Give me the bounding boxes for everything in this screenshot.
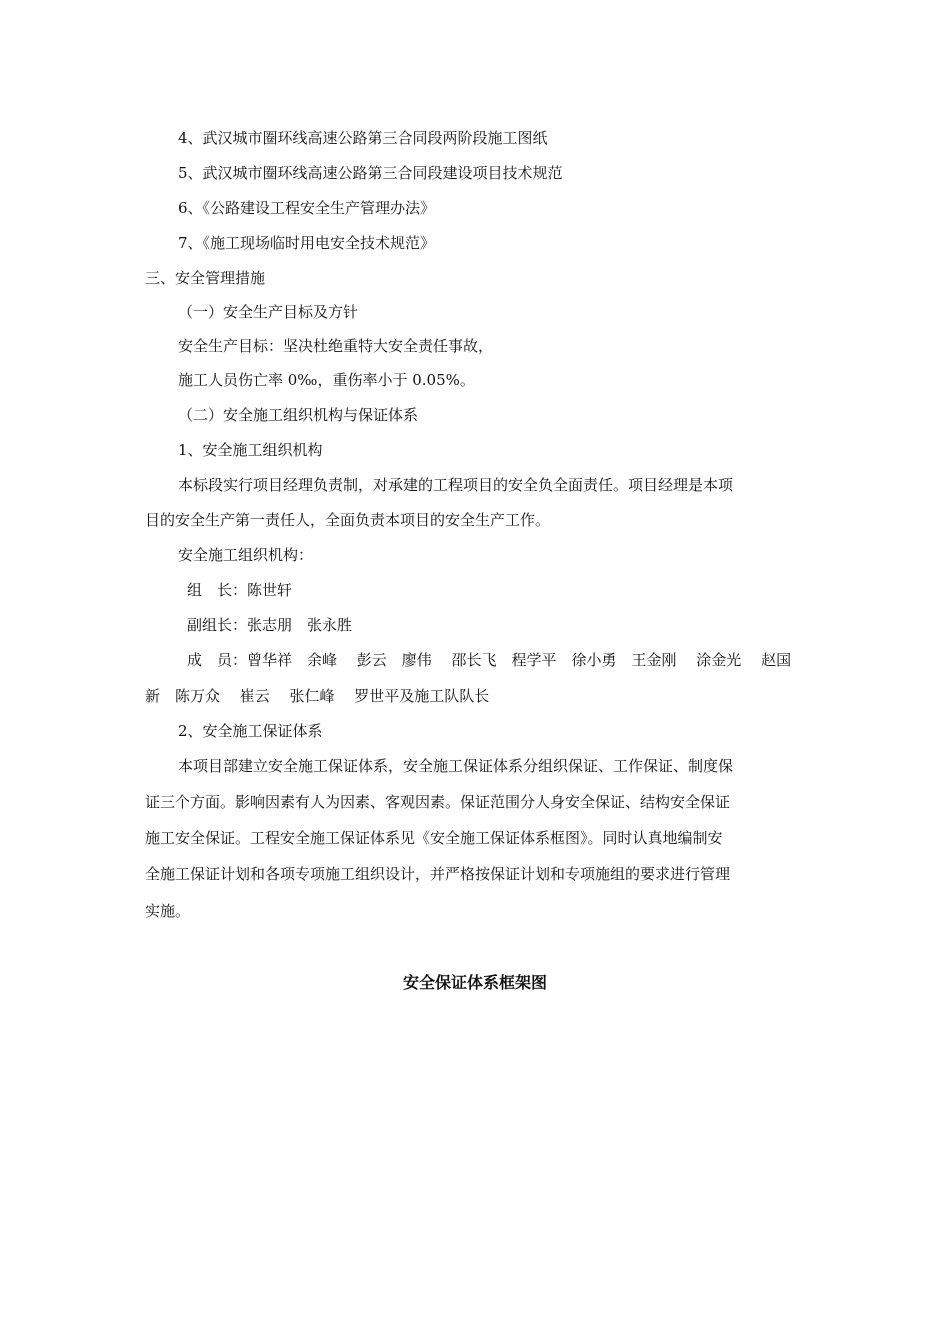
paragraph-line: 全施工保证计划和各项专项施工组织设计，并严格按保证计划和专项施组的要求进行管理	[145, 865, 731, 883]
paragraph-line: 施工安全保证。工程安全施工保证体系见《安全施工保证体系框图》。同时认真地编制安	[145, 829, 723, 847]
casualty-rate-line: 施工人员伤亡率 0‰，重伤率小于 0.05%。	[178, 371, 475, 389]
item-heading-organization: 1、安全施工组织机构	[178, 441, 323, 459]
reference-item-6: 6、《公路建设工程安全生产管理办法》	[178, 199, 436, 217]
team-leader: 组 长：陈世轩	[187, 581, 293, 599]
figure-title: 安全保证体系框架图	[402, 973, 547, 992]
reference-item-5: 5、武汉城市圈环线高速公路第三合同段建设项目技术规范	[178, 164, 563, 182]
section-heading: 三、安全管理措施	[145, 269, 266, 287]
members-line: 成 员：曾华祥 余峰 彭云 廖伟 邵长飞 程学平 徐小勇 王金刚 涂金光 赵国	[187, 651, 792, 669]
subsection-heading-goals: （一）安全生产目标及方针	[178, 303, 359, 321]
reference-item-4: 4、武汉城市圈环线高速公路第三合同段两阶段施工图纸	[178, 129, 548, 147]
subsection-heading-organization: （二）安全施工组织机构与保证体系	[178, 406, 419, 424]
paragraph-line: 证三个方面。影响因素有人为因素、客观因素。保证范围分人身安全保证、结构安全保证	[145, 793, 731, 811]
paragraph-line: 本项目部建立安全施工保证体系，安全施工保证体系分组织保证、工作保证、制度保	[178, 757, 734, 775]
org-label: 安全施工组织机构：	[178, 546, 314, 564]
item-heading-guarantee: 2、安全施工保证体系	[178, 722, 323, 740]
safety-goal-line: 安全生产目标：坚决杜绝重特大安全责任事故，	[178, 337, 494, 355]
reference-item-7: 7、《施工现场临时用电安全技术规范》	[178, 234, 436, 252]
members-line: 新 陈万众 崔云 张仁峰 罗世平及施工队队长	[145, 687, 490, 705]
paragraph-line: 实施。	[145, 902, 191, 920]
deputy-leaders: 副组长：张志朋 张永胜	[187, 616, 353, 634]
paragraph-line: 本标段实行项目经理负责制，对承建的工程项目的安全负全面责任。项目经理是本项	[178, 476, 734, 494]
paragraph-line: 目的安全生产第一责任人，全面负责本项目的安全生产工作。	[145, 511, 551, 529]
